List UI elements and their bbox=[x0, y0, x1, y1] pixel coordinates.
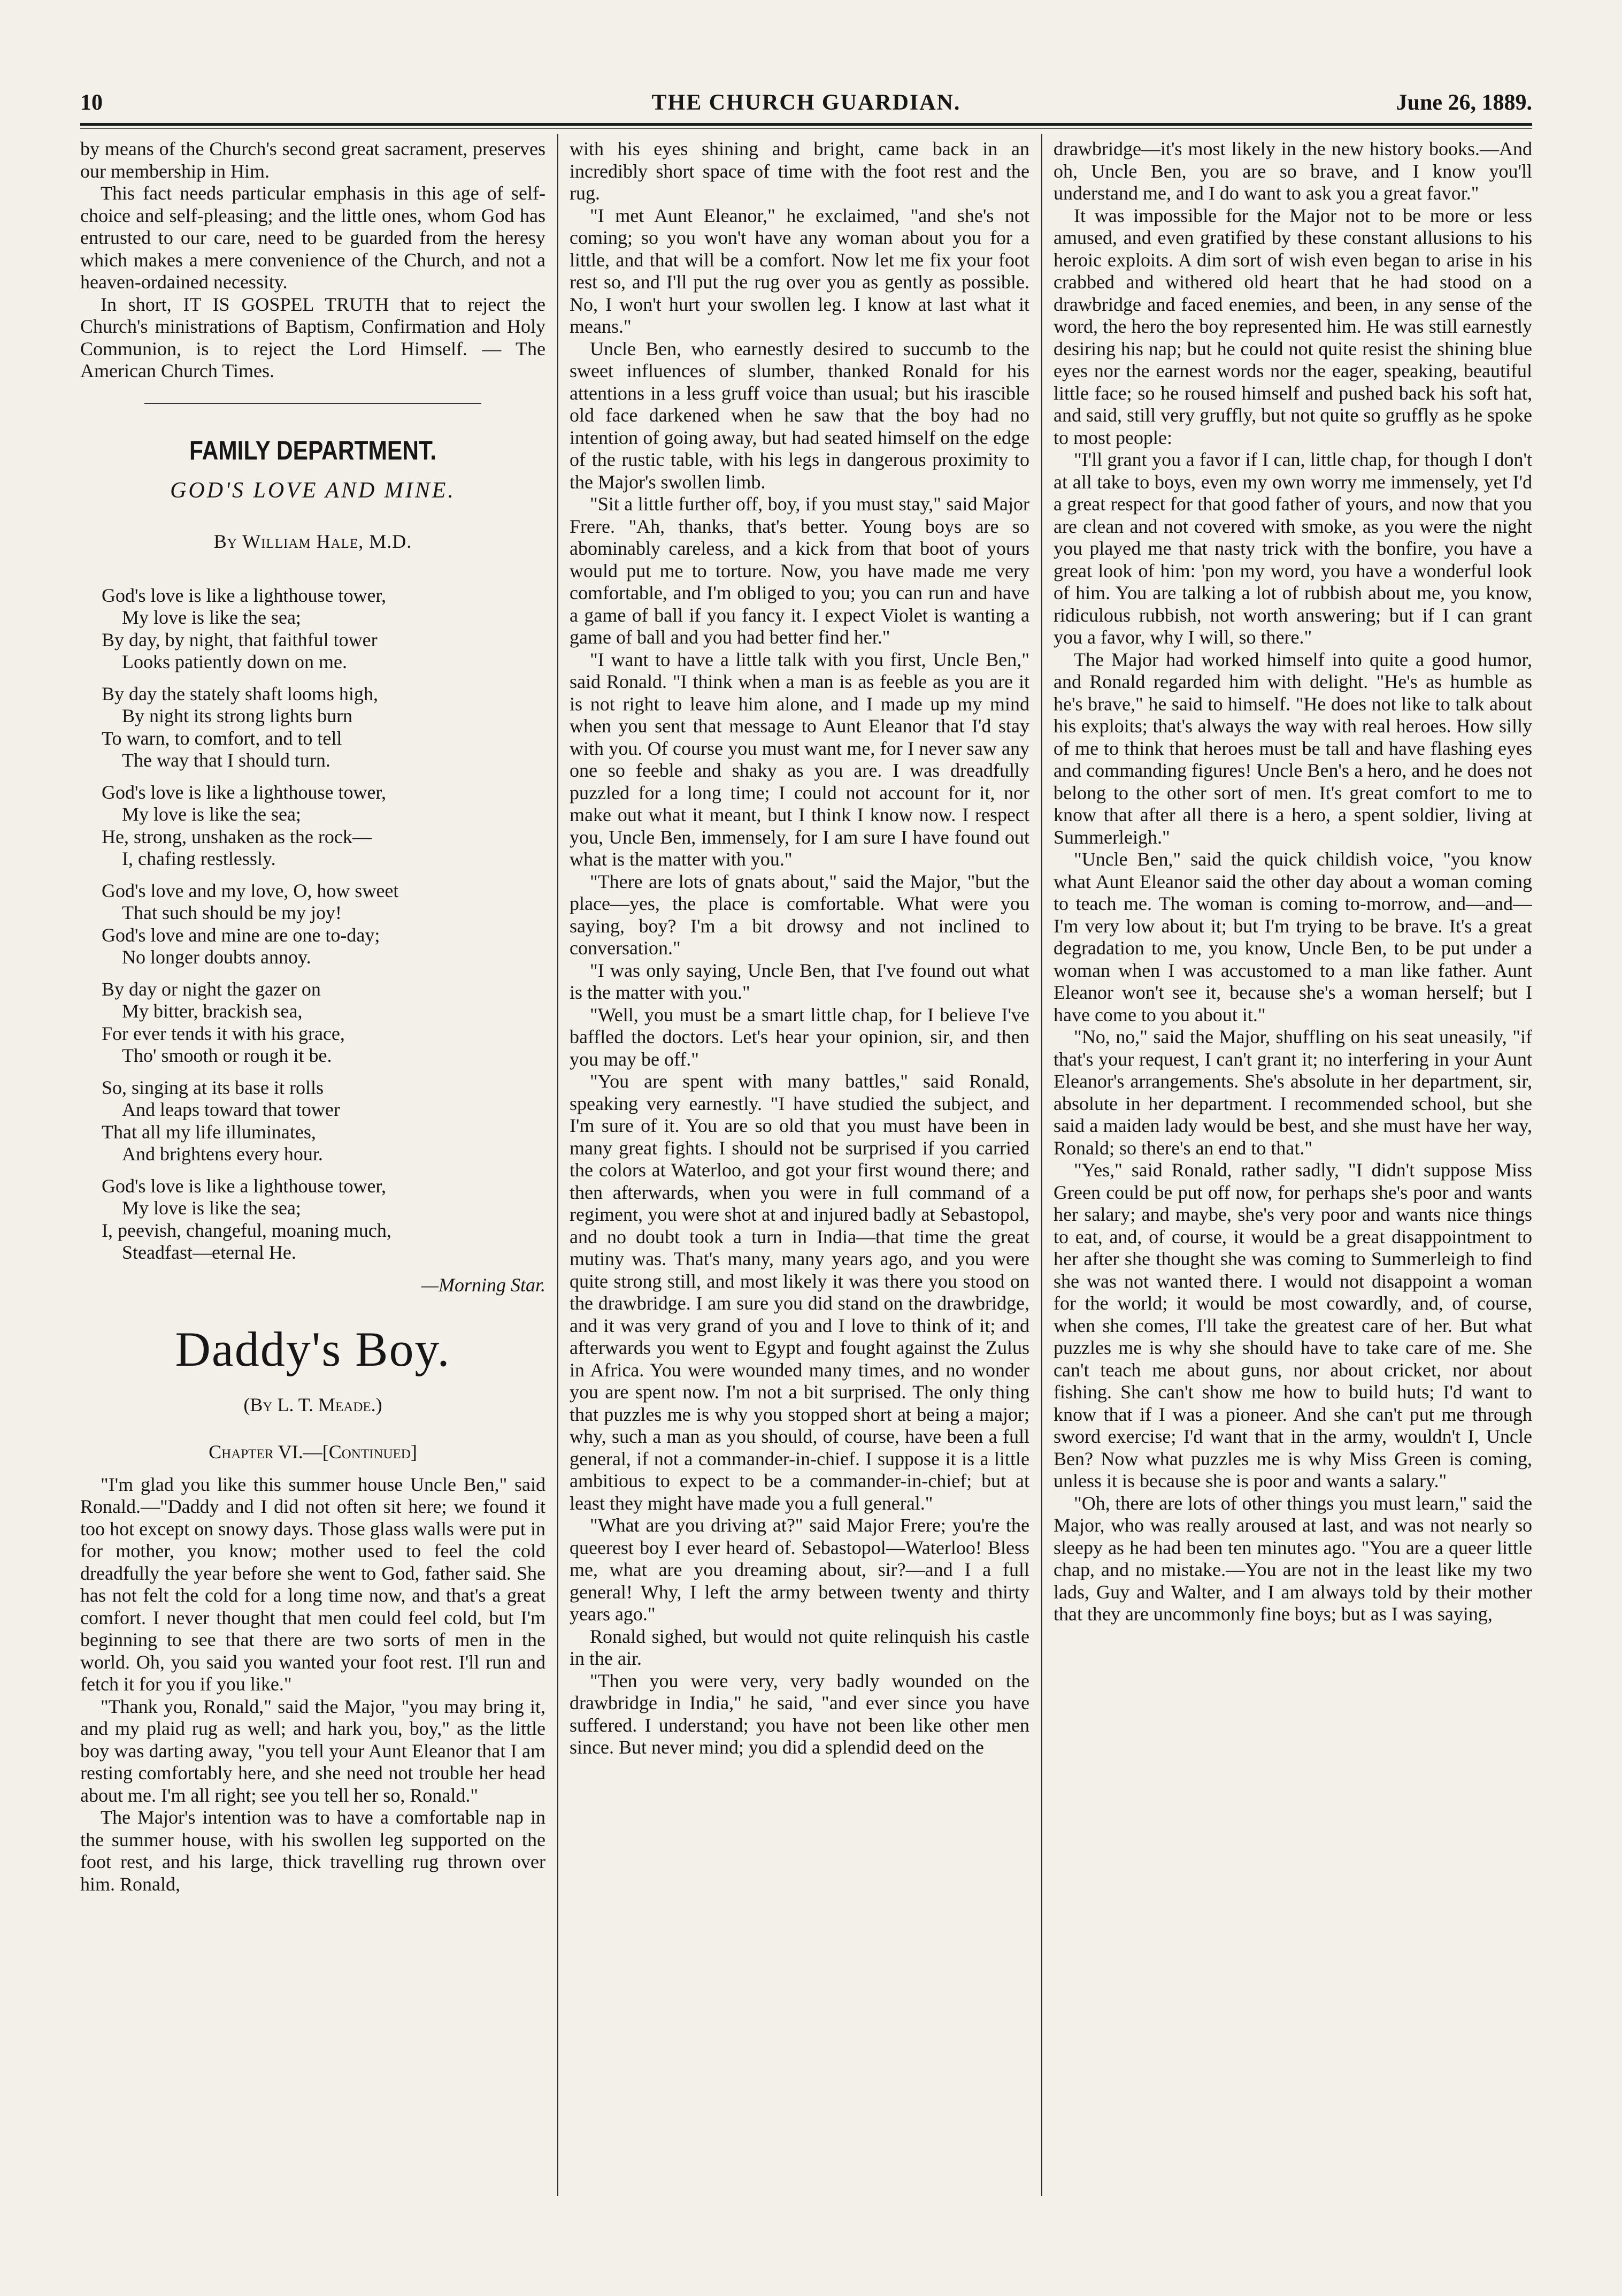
poem-line: And leaps toward that tower bbox=[122, 1099, 340, 1120]
section-rule bbox=[144, 403, 481, 404]
column-divider bbox=[1041, 134, 1042, 2196]
column-2 bbox=[570, 138, 1029, 2195]
paragraph: "Uncle Ben," said the quick childish voice, "you know what Aunt Eleanor said the other day about a woman coming to teach me. The woman is coming to-morrow, and—and—I'm very low about it; but I'm trying to be brave. It's a great degradation to me, you know, Uncle Ben, to be put under a woman when I was accustomed to a man like father. Aunt Eleanor won't see it, because she's a woman herself; but I have come to you about it." bbox=[1054, 848, 1532, 1025]
poem-line: I, peevish, changeful, moaning much, bbox=[102, 1219, 391, 1241]
poem-line: God's love is like a lighthouse tower, bbox=[102, 781, 386, 803]
paragraph: "Sit a little further off, boy, if you must stay," said Major Frere. "Ah, thanks, that's better. Young boys are so abominably careless, and a kick from that boot of yours would put me to torture. Now, you have made me very comfortable, and I'm obliged to you; you can run and have a game of ball if you fancy it. I expect Violet is wanting a game of ball and you had better find her." bbox=[570, 493, 1029, 648]
paragraph: "You are spent with many battles," said Ronald, speaking very earnestly. "I have studied the subject, and I'm sure of it. You are so old that you must have been in many great fights. I should not be surprised if you carried the colors at Waterloo, and got your first wound there; and then afterwards, when you were in full command of a regiment, you were shot at and injured badly at Sebastopol, and no doubt took a turn in India—that time the great mutiny was. That's many, many years ago, and you were quite strong still, and most likely it was there you stood on the drawbridge. I am sure you did stand on the drawbridge, and it was very grand of you and I love to think of it; and afterwards you went to Egypt and fought against the Zulus in Africa. You were wounded many times, and no wonder you are spent now. I'm not a bit surprised. The only thing that puzzles me is why you stopped short at being a major; why, such a man as you should, of course, have been a full general, if not a commander-in-chief. I suppose it is a little ambitious to expect to be a commander-in-chief; but at least they might have made you a full general." bbox=[570, 1070, 1029, 1514]
poem-line: To warn, to comfort, and to tell bbox=[102, 727, 342, 749]
paragraph: "What are you driving at?" said Major Frere; you're the queerest boy I ever heard of. Sebastopol—Waterloo! Bless me, what are you dreaming about, sir?—and I a full general! Why, I left the army between twenty and thirty years ago." bbox=[570, 1514, 1029, 1625]
poem-line: God's love and my love, O, how sweet bbox=[102, 879, 399, 901]
paragraph: Uncle Ben, who earnestly desired to succumb to the sweet influences of slumber, thanked Ronald for his attentions in a less gruff voice than usual; but his irascible old face darkened when he saw that the boy had no intention of going away, but had seated himself on the edge of the rustic table, with his legs in dangerous proximity to the Major's swollen limb. bbox=[570, 338, 1029, 493]
paragraph: with his eyes shining and bright, came back in an incredibly short space of time with the foot rest and the rug. bbox=[570, 138, 1029, 204]
column-1 bbox=[80, 138, 545, 2195]
poem-line: Steadfast—eternal He. bbox=[122, 1242, 296, 1263]
poem-line: By night its strong lights burn bbox=[122, 705, 353, 726]
paragraph: "I was only saying, Uncle Ben, that I've found out what is the matter with you." bbox=[570, 959, 1029, 1003]
poem-stanza bbox=[102, 1175, 545, 1264]
paragraph: "I met Aunt Eleanor," he exclaimed, "and she's not coming; so you won't have any woman about you for a little, and that will be a comfort. Now let me fix your foot rest so, and I'll put the rug over you as gently as possible. No, I won't hurt your swollen leg. I know at last what it means." bbox=[570, 204, 1029, 337]
poem-line: For ever tends it with his grace, bbox=[102, 1022, 345, 1044]
paragraph: "Thank you, Ronald," said the Major, "you may bring it, and my plaid rug as well; and hark you, boy," as the little boy was darting away, "you tell your Aunt Eleanor that I am resting comfortably here, and she need not trouble her head about me. I'm all right; see you tell her so, Ronald." bbox=[80, 1695, 545, 1806]
column-divider bbox=[557, 134, 558, 2196]
poem-line: That all my life illuminates, bbox=[102, 1121, 316, 1143]
story-title: Daddy's Boy. bbox=[175, 1321, 451, 1376]
poem-line: By day or night the gazer on bbox=[102, 978, 321, 1000]
paragraph: In short, IT IS GOSPEL TRUTH that to reject the Church's ministrations of Baptism, Confirmation and Holy Communion, is to reject the Lord Himself. — The American Church Times. bbox=[80, 293, 545, 381]
paragraph: "Oh, there are lots of other things you must learn," said the Major, who was really aroused at last, and was not nearly so sleepy as he had been ten minutes ago. "You are a queer little chap, and no mistake.—You are not in the least like my two lads, Guy and Walter, and I am always told by their mother that they are uncommonly fine boys; but as I was saying, bbox=[1054, 1492, 1532, 1625]
paragraph: The Major's intention was to have a comfortable nap in the summer house, with his swollen leg supported on the foot rest, and his large, thick travelling rug thrown over him. Ronald, bbox=[80, 1807, 545, 1895]
chapter-heading: Chapter VI.—[Continued] bbox=[209, 1441, 417, 1463]
newspaper-title: THE CHURCH GUARDIAN. bbox=[651, 90, 961, 115]
poem-line: I, chafing restlessly. bbox=[122, 848, 276, 869]
page-number: 10 bbox=[80, 90, 103, 115]
poem-line: And brightens every hour. bbox=[122, 1143, 323, 1165]
paragraph: "I want to have a little talk with you first, Uncle Ben," said Ronald. "I think when a man is as feeble as you are it is not right to leave him alone, and I made up my mind when you sent that message to Aunt Eleanor that I'd stay with you. Of course you must want me, for I never saw any one so feeble and shaky as you are. I was dreadfully puzzled for a long time; I could not account for it, nor make out what it meant, but I think I know now. I respect you, Uncle Ben, immensely, for I am sure I have found out what is the matter with you." bbox=[570, 648, 1029, 870]
poem-line: That such should be my joy! bbox=[122, 902, 342, 923]
paragraph: "No, no," said the Major, shuffling on his seat uneasily, "if that's your request, I can't grant it; no interfering in your Aunt Eleanor's arrangements. She's absolute in her department, sir, absolute in her department. I recommended school, but she said a maiden lady would be best, and she must have her way, Ronald; so there's an end to that." bbox=[1054, 1026, 1532, 1159]
paragraph: "I'm glad you like this summer house Uncle Ben," said Ronald.—"Daddy and I did not often sit here; we found it too hot except on snowy days. Those glass walls were put in for mother, you know; mother used to feel the cold dreadfully the year before she went to God, father said. She has not felt the cold for a long time now, and that's a great comfort. I never thought that men could feel cold, but I'm beginning to see that there are two sorts of men in the world. Oh, you said you wanted your foot rest. I'll run and fetch it for you if you like." bbox=[80, 1473, 545, 1695]
paragraph: The Major had worked himself into quite a good humor, and Ronald regarded him with delight. "He's as humble as he's brave," he said to himself. "He does not like to talk about his exploits; that's always the way with real heroes. How silly of me to think that heroes must be tall and have flashing eyes and commanding figures! Uncle Ben's a hero, and he does not belong to the other sort of men. It's great comfort to me to know that after all there is a hero, a spent soldier, living at Summerleigh." bbox=[1054, 648, 1532, 848]
poem-line: He, strong, unshaken as the rock— bbox=[102, 825, 372, 847]
poem-line: God's love and mine are one to-day; bbox=[102, 924, 380, 946]
poem-title: GOD'S LOVE AND MINE. bbox=[170, 478, 456, 503]
poem-stanza bbox=[102, 585, 545, 674]
poem-line: My bitter, brackish sea, bbox=[122, 1000, 303, 1022]
paragraph: "I'll grant you a favor if I can, little chap, for though I don't at all take to boys, even my own worry me immensely, yet I'd a great respect for that good father of yours, and now that you are clean and not covered with smoke, as you were the night you played me that nasty trick with the bonfire, you have a great look of him: 'pon my word, you have a wonderful look of him. You are talking a lot of rubbish about me, you know, ridiculous rubbish, not worth answering; but if I can grant you a favor, why I will, so there." bbox=[1054, 449, 1532, 648]
paragraph: It was impossible for the Major not to be more or less amused, and even gratified by these constant allusions to his heroic exploits. A dim sort of wish even began to arise in his crabbed and withered old heart that he had stood on a drawbridge and faced enemies, and been, in any sense of the word, the hero the boy represented him. He was still earnestly desiring his nap; but he could not quite resist the shining blue eyes nor the earnest words nor the eager, speaking, beautiful little face; so he roused himself and pushed back his soft hat, and said, still very gruffly, but not quite so gruffly as he spoke to most people: bbox=[1054, 204, 1532, 448]
paragraph: by means of the Church's second great sacrament, preserves our membership in Him. bbox=[80, 138, 545, 182]
poem-stanza bbox=[102, 880, 545, 969]
poem-line: Looks patiently down on me. bbox=[122, 651, 347, 672]
poem-stanza bbox=[102, 978, 545, 1067]
poem-line: By day, by night, that faithful tower bbox=[102, 629, 378, 650]
header-rule-thin bbox=[80, 128, 1532, 129]
poem bbox=[80, 585, 545, 1264]
header-rule bbox=[80, 123, 1532, 126]
poem-line: My love is like the sea; bbox=[122, 803, 301, 825]
poem-line: My love is like the sea; bbox=[122, 607, 301, 628]
column-3 bbox=[1054, 138, 1532, 2195]
poem-stanza bbox=[102, 1077, 545, 1166]
poem-source: —Morning Star. bbox=[421, 1274, 545, 1296]
poem-line: My love is like the sea; bbox=[122, 1197, 301, 1219]
issue-date: June 26, 1889. bbox=[1396, 90, 1532, 115]
section-heading: FAMILY DEPARTMENT. bbox=[189, 435, 437, 465]
poem-line: The way that I should turn. bbox=[122, 749, 330, 771]
paragraph: "Then you were very, very badly wounded on the drawbridge in India," he said, "and ever since you have suffered. I understand; you have not been like other men since. But never mind; you did a splendid deed on the bbox=[570, 1670, 1029, 1758]
poem-line: No longer doubts annoy. bbox=[122, 946, 311, 968]
poem-stanza bbox=[102, 782, 545, 870]
poem-byline: By William Hale, M.D. bbox=[213, 530, 412, 552]
paragraph: "Yes," said Ronald, rather sadly, "I didn't suppose Miss Green could be put off now, for perhaps she's poor and wants her salary; and maybe, she's very poor and wants nice things to eat, and, of course, it would be a great disappointment to her after she thought she was coming to Summerleigh to find she was not wanted there. I would not disappoint a woman for the world; it would be most cowardly, and, of course, when she comes, I'll take the greatest care of her. But what puzzles me is why she should have to take care of me. She can't teach me about guns, nor about cricket, nor about fishing. She can't show me how to build huts; I'd want to know that if I was a pioneer. And she can't put me through sword exercise; I'd want that in the army, wouldn't I, Uncle Ben? Now what puzzles me is why Miss Green is coming, unless it is because she is poor and wants a salary." bbox=[1054, 1159, 1532, 1491]
paragraph: drawbridge—it's most likely in the new history books.—And oh, Uncle Ben, you are so brave, and I know you'll understand me, and I do want to ask you a great favor." bbox=[1054, 138, 1532, 204]
masthead bbox=[80, 90, 1532, 122]
paragraph: "Well, you must be a smart little chap, for I believe I've baffled the doctors. Let's hear your opinion, sir, and then you may be off." bbox=[570, 1004, 1029, 1070]
paragraph: Ronald sighed, but would not quite relinquish his castle in the air. bbox=[570, 1625, 1029, 1669]
story-byline: (By L. T. Meade.) bbox=[243, 1394, 382, 1415]
poem-line: God's love is like a lighthouse tower, bbox=[102, 1175, 386, 1197]
poem-stanza bbox=[102, 683, 545, 772]
poem-line: God's love is like a lighthouse tower, bbox=[102, 584, 386, 606]
paragraph: "There are lots of gnats about," said the Major, "but the place—yes, the place is comfortable. What were you saying, boy? I'm a bit drowsy and not inclined to conversation." bbox=[570, 870, 1029, 959]
paragraph: This fact needs particular emphasis in this age of self-choice and self-pleasing; and the little ones, whom God has entrusted to our care, need to be guarded from the heresy which makes a mere convenience of the Church, and not a heaven-ordained necessity. bbox=[80, 182, 545, 293]
poem-line: By day the stately shaft looms high, bbox=[102, 683, 378, 705]
poem-line: Tho' smooth or rough it be. bbox=[122, 1045, 332, 1066]
poem-line: So, singing at its base it rolls bbox=[102, 1076, 324, 1098]
